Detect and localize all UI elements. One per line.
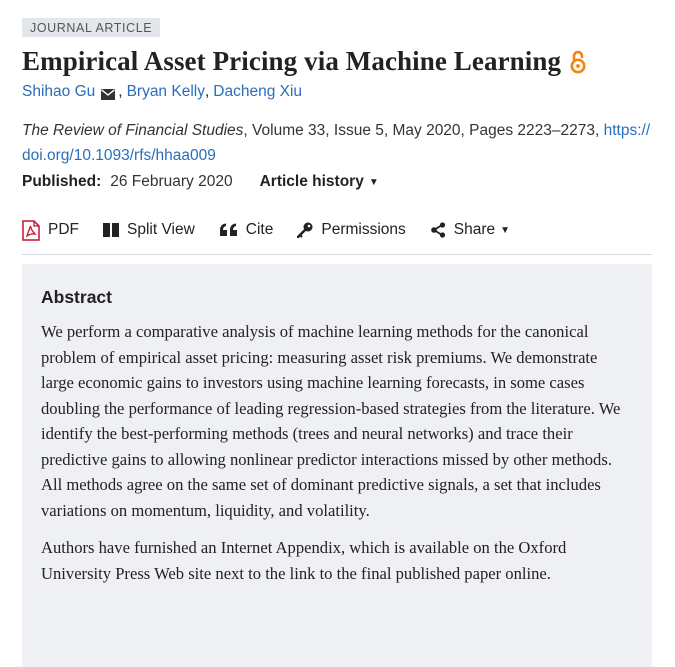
share-label: Share bbox=[453, 221, 496, 238]
abstract-heading: Abstract bbox=[41, 287, 112, 307]
open-access-icon bbox=[569, 49, 587, 75]
abstract-section bbox=[22, 264, 652, 667]
split-view-icon bbox=[103, 223, 119, 237]
published-date: 26 February 2020 bbox=[110, 173, 233, 190]
article-history-toggle[interactable] bbox=[260, 173, 379, 191]
journal-name: The Review of Financial Studies bbox=[22, 122, 244, 139]
chevron-down-icon: ▼ bbox=[500, 224, 511, 236]
published-label: Published: bbox=[22, 173, 102, 190]
article-header bbox=[22, 18, 652, 667]
split-view-label: Split View bbox=[127, 221, 195, 238]
citation-details: , Volume 33, Issue 5, May 2020, Pages 2223–2273, bbox=[243, 122, 604, 139]
author-link-xiu[interactable]: Dacheng Xiu bbox=[213, 83, 303, 100]
author-list bbox=[22, 83, 652, 101]
citation bbox=[22, 118, 652, 168]
permissions-button[interactable] bbox=[297, 221, 405, 239]
article-type-badge: JOURNAL ARTICLE bbox=[22, 18, 160, 37]
article-toolbar bbox=[22, 215, 652, 255]
pdf-button[interactable] bbox=[22, 220, 79, 241]
cite-label: Cite bbox=[245, 221, 274, 238]
author-separator: , bbox=[118, 83, 123, 100]
article-history-label: Article history bbox=[259, 173, 364, 190]
doi-link[interactable]: https:// doi.org/10.1093/rfs/hhaa009 bbox=[22, 122, 651, 164]
published-row bbox=[22, 173, 652, 191]
author-link-kelly[interactable]: Bryan Kelly bbox=[126, 83, 205, 100]
article-title: Empirical Asset Pricing via Machine Learning bbox=[22, 46, 562, 76]
title-row bbox=[22, 46, 652, 77]
pdf-icon bbox=[22, 220, 40, 241]
author-separator: , bbox=[204, 83, 210, 100]
abstract-paragraph: We perform a comparative analysis of machine learning methods for the canonical problem of empirical asset pricing: measuring asset risk premiums. We demonstrate large economic gains to investors using machine learning forecasts, in some cases doubling the performance of leading regression-based strategies from the literature. We identify the best-performing methods (trees and neural networks) and trace their predictive gains to allowing nonlinear predictor interactions missed by other methods. All methods agree on the same set of dominant predictive signals, a set that includes variations on momentum, liquidity, and volatility. bbox=[41, 322, 621, 520]
key-icon bbox=[297, 222, 313, 238]
cite-button[interactable] bbox=[219, 221, 274, 239]
share-button[interactable] bbox=[430, 221, 510, 239]
share-icon bbox=[430, 222, 446, 238]
email-icon[interactable] bbox=[101, 87, 115, 98]
quote-icon bbox=[219, 223, 238, 237]
permissions-label: Permissions bbox=[321, 221, 406, 238]
author-link-gu[interactable]: Shihao Gu bbox=[22, 83, 96, 100]
split-view-button[interactable] bbox=[103, 221, 195, 239]
chevron-down-icon: ▼ bbox=[368, 176, 379, 188]
abstract-paragraph: Authors have furnished an Internet Appendix, which is available on the Oxford University Press Web site next to the link to the final published paper online. bbox=[41, 538, 567, 583]
pdf-label: PDF bbox=[48, 221, 79, 238]
